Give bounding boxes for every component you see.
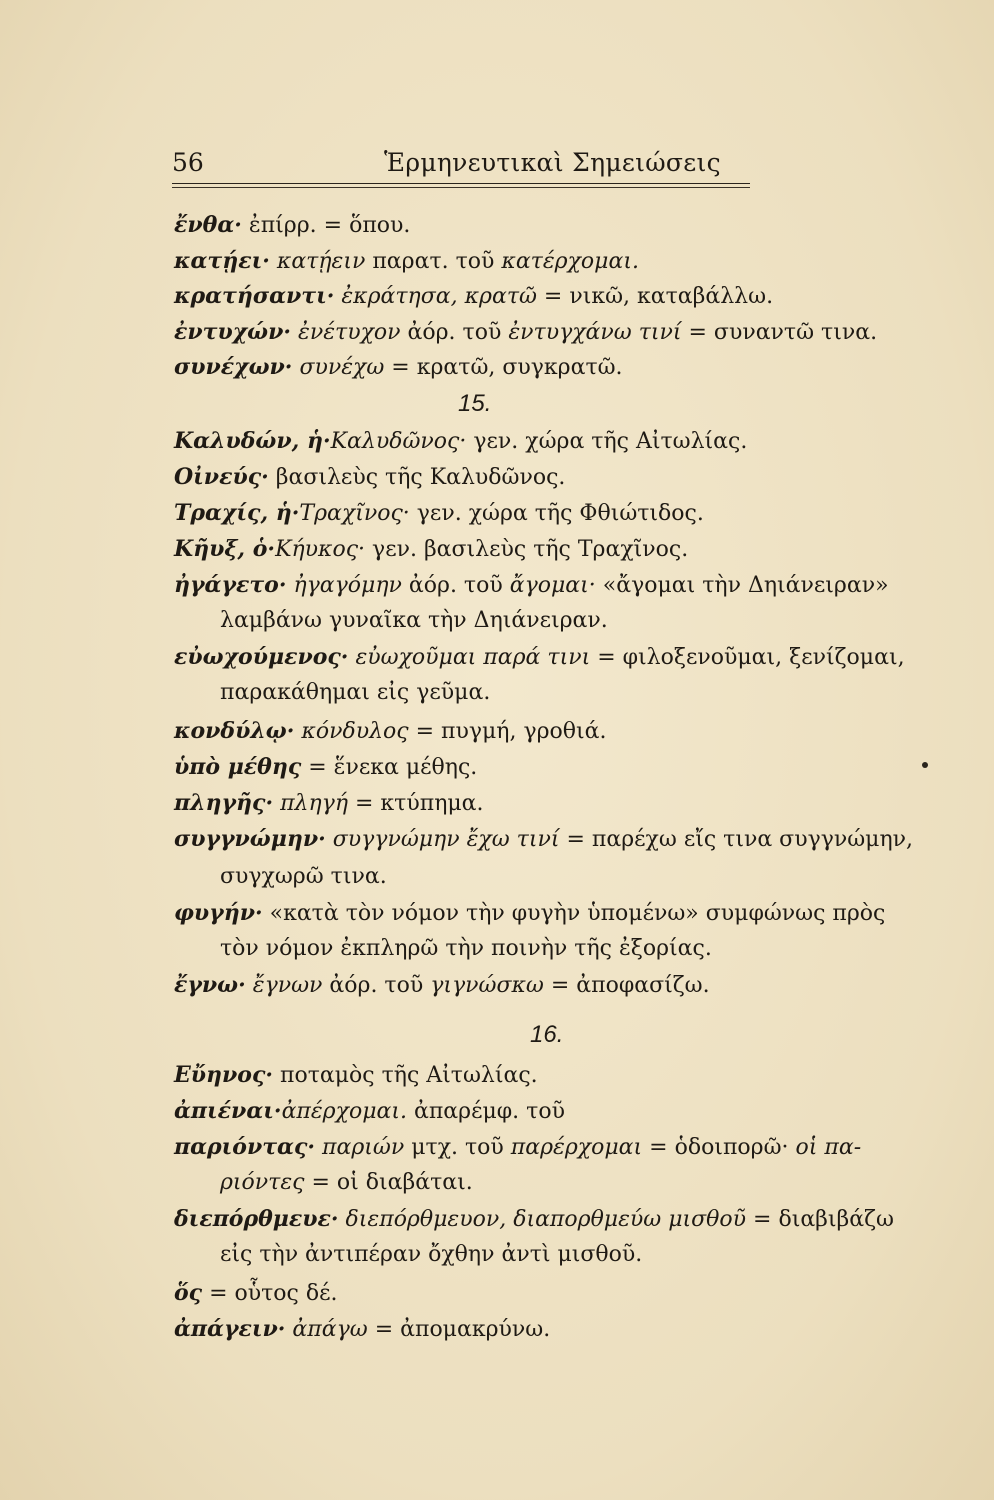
glossary-entry [174,460,565,494]
glossary-entry [174,640,905,674]
headword: φυγήν· [174,900,263,926]
entry-text: = παρέχω εἴς τινα συγγνώμην, [559,827,914,852]
glossary-entry [174,424,747,458]
headword: διεπόρθμευε· [174,1206,339,1232]
entry-text: = κτύπημα. [348,791,484,816]
entry-text: χώρα τῆς Φθιώτιδος. [468,501,704,526]
entry-text: ἀπαρέμφ. τοῦ [406,1099,565,1124]
entry-continuation [220,860,387,894]
glossary-entry [174,496,704,530]
entry-italic: ἀπέρχομαι. [281,1099,407,1124]
glossary-entry [174,279,773,313]
headword: κονδύλῳ· [174,718,295,744]
glossary-entry [174,208,410,242]
entry-text: χώρα τῆς Αἰτωλίας. [525,429,748,454]
glossary-entry [174,532,688,566]
section-number: 15. [458,390,492,417]
entry-text: εἰς τὴν ἀντιπέραν ὄχθην ἀντὶ μισθοῦ. [220,1242,643,1267]
entry-text: παρατ. τοῦ [365,249,502,274]
entry-italic: ἐκράτησα, κρατῶ [334,284,537,309]
entry-text: = πυγμή, γροθιά. [408,719,607,744]
entry-text: = οἱ διαβάται. [304,1170,473,1195]
entry-text: = συναντῶ τινα. [681,320,878,345]
entry-text: «κατὰ τὸν νόμον τὴν φυγὴν ὑπομένω» συμφώνως πρὸς [262,901,886,926]
entry-text: ἐπίρρ. = ὅπου. [241,213,411,238]
entry-text: = ὁδοιπορῶ· [642,1135,796,1160]
glossary-entry [174,244,639,278]
glossary-entry [174,1058,538,1092]
entry-text: = νικῶ, καταβάλλω. [536,284,774,309]
entry-text: γεν. [409,501,469,526]
entry-text: = οὗτος δέ. [202,1281,338,1306]
entry-italic: κατέρχομαι. [501,249,639,274]
entry-text: = διαβιβάζω [746,1207,894,1232]
headword: κρατήσαντι· [174,283,335,309]
entry-text: βασιλεὺς τῆς Καλυδῶνος. [268,465,566,490]
entry-text: = ἀπομακρύνω. [367,1317,551,1342]
entry-text: τὸν νόμον ἐκπληρῶ τὴν ποινὴν τῆς ἐξορίας. [220,936,712,961]
glossary-entry [174,1202,894,1236]
entry-italic: συγγνώμην ἔχω τινί [325,827,560,852]
headword: Καλυδών, ἡ· [174,428,331,454]
entry-text: = ἕνεκα μέθης. [301,755,478,780]
glossary-entry [174,1276,337,1310]
glossary-entry [174,315,877,349]
entry-italic: παριών [315,1135,405,1160]
entry-italic: Καλυδῶνος· [330,429,467,454]
entry-italic: ἄγομαι· [509,573,596,598]
entry-text: συγχωρῶ τινα. [220,864,387,889]
headword: Κῆυξ, ὁ· [174,536,276,562]
headword: συνέχων· [174,354,293,380]
ink-dot [922,762,928,768]
headword: ὑπὸ μέθης [174,754,302,780]
headword: ἀπάγειν· [174,1316,286,1342]
headword: κατῄει· [174,248,270,274]
entry-italic: παρέρχομαι [510,1135,643,1160]
page-number: 56 [172,148,204,177]
entry-text: παρακάθημαι εἰς γεῦμα. [220,680,491,705]
entry-text: γεν. [466,429,526,454]
entry-text: λαμβάνω γυναῖκα τὴν Δηιάνειραν. [220,608,608,633]
headword: συγγνώμην· [174,826,326,852]
entry-continuation [220,932,712,966]
headword: ἀπιέναι· [174,1098,282,1124]
entry-text: βασιλεὺς τῆς Τραχῖνος. [423,537,689,562]
entry-italic: κατῄειν [269,249,366,274]
glossary-entry [174,1094,565,1128]
glossary-entry [174,1130,861,1164]
section-number: 16. [530,1021,564,1048]
glossary-entry [174,1312,550,1346]
entry-italic: οἱ πα- [795,1135,862,1160]
entry-italic: ἐνέτυχον [291,320,401,345]
entry-continuation [220,1166,473,1200]
headword: πληγῆς· [174,790,274,816]
glossary-entry [174,714,607,748]
entry-text: ποταμὸς τῆς Αἰτωλίας. [273,1063,538,1088]
headword: Οἰνεύς· [174,464,269,490]
entry-italic: γιγνώσκω [430,973,544,998]
entry-italic: ἀπάγω [285,1317,368,1342]
entry-continuation [220,676,490,710]
entry-italic: Κήυκος· [275,537,366,562]
entry-italic: ριόντες [220,1170,305,1195]
glossary-entry [174,968,710,1002]
entry-italic: ἠγαγόμην [286,573,402,598]
entry-text: γεν. [365,537,424,562]
entry-italic: εὐωχοῦμαι παρά τινι [348,645,591,670]
glossary-entry [174,568,889,602]
entry-text: ἀόρ. τοῦ [322,973,431,998]
headword: ἔγνω· [174,972,246,998]
entry-italic: διεπόρθμευον, διαπορθμεύω μισθοῦ [338,1207,747,1232]
glossary-entry [174,750,477,784]
entry-text: = ἀποφασίζω. [543,973,710,998]
entry-text: = φιλοξενοῦμαι, ξενίζομαι, [590,645,905,670]
entry-italic: Τραχῖνος· [299,501,410,526]
entry-text: ἀόρ. τοῦ [400,320,509,345]
entry-text: μτχ. τοῦ [404,1135,511,1160]
entry-continuation [220,604,608,638]
glossary-entry [174,896,885,930]
glossary-entry [174,350,623,384]
headword: ὅς [174,1280,203,1306]
running-title: Ἑρμηνευτικαὶ Σημειώσεις [384,148,721,177]
entry-italic: ἔγνων [245,973,323,998]
entry-continuation [220,1238,642,1272]
headword: Τραχίς, ἡ· [174,500,300,526]
entry-text: «ἄγομαι τὴν Δηιάνειραν» [595,573,889,598]
glossary-entry [174,822,913,856]
headword: εὐωχούμενος· [174,644,349,670]
glossary-entry [174,786,484,820]
entry-italic: ἐντυγχάνω τινί [508,320,682,345]
entry-italic: πληγή [273,791,349,816]
entry-italic: συνέχω [292,355,385,380]
entry-text: ἀόρ. τοῦ [401,573,510,598]
headword: ἠγάγετο· [174,572,287,598]
entry-text: = κρατῶ, συγκρατῶ. [384,355,623,380]
headword: παριόντας· [174,1134,316,1160]
entry-italic: κόνδυλος [294,719,409,744]
headword: ἔνθα· [174,212,242,238]
headword: ἐντυχών· [174,319,292,345]
headword: Εὔηνος· [174,1062,274,1088]
